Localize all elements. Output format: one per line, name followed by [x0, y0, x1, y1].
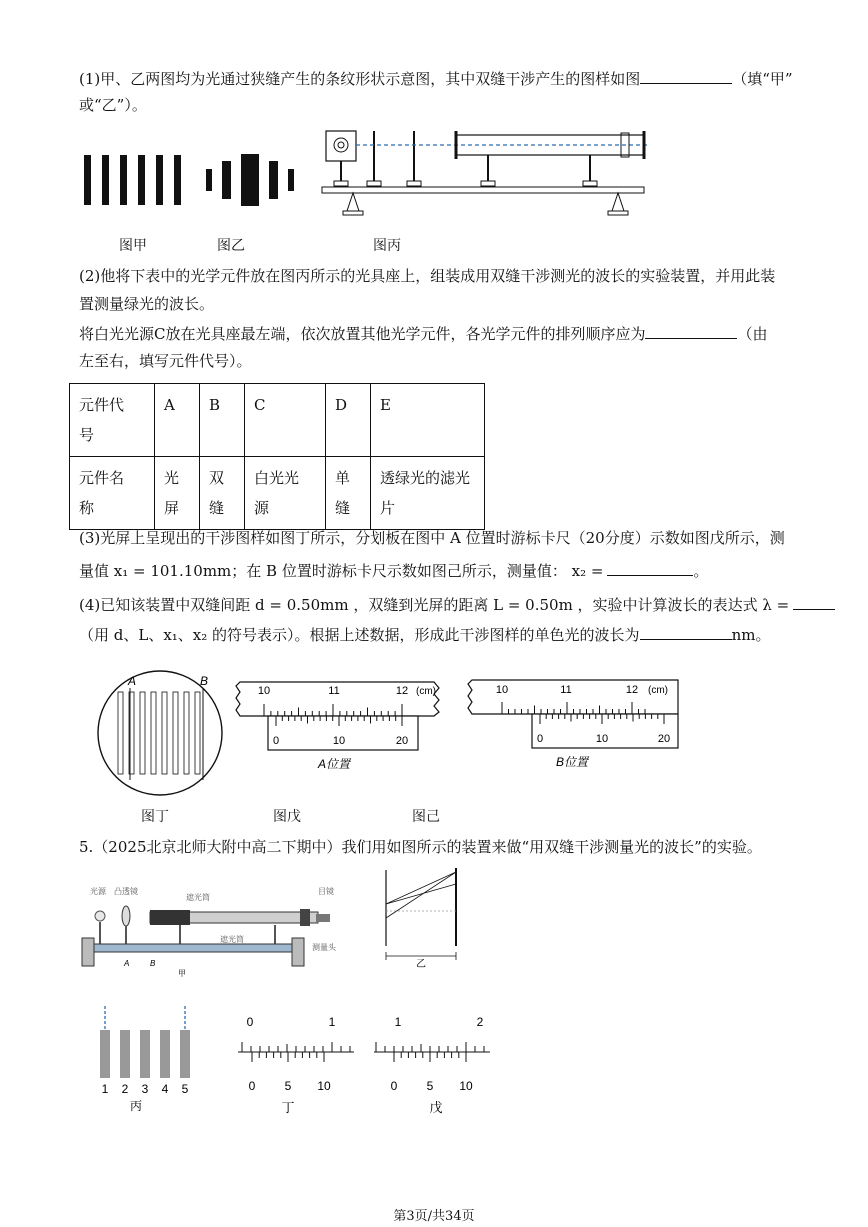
- tick-label: 0: [246, 1015, 254, 1029]
- q3-line2-text: 量值 x₁ = 101.10mm；在 B 位置时游标卡尺示数如图己所示，测量值： x₂ =: [79, 562, 604, 580]
- answer-blank-3[interactable]: [607, 559, 693, 576]
- caption-yi: 图乙: [217, 238, 245, 254]
- position-b-label: B位置: [555, 755, 589, 769]
- table-cell: 光 屏: [155, 457, 200, 530]
- q4-line1: [79, 593, 798, 616]
- caliper-a: [234, 676, 446, 776]
- q1-text: (1)甲、乙两图均为光通过狭缝产生的条纹形状示意图，其中双缝干涉产生的图样如图: [79, 70, 641, 88]
- label-jia: 甲: [178, 969, 186, 978]
- answer-blank-4[interactable]: [793, 593, 835, 610]
- caption-bing: 图丙: [373, 238, 401, 254]
- caption-bing5: 丙: [129, 1099, 143, 1113]
- tick-label: 10: [332, 735, 346, 747]
- fig-jia-double-slit-fringes: [80, 150, 190, 210]
- table-cell: C: [245, 384, 326, 457]
- caption-ji: 图己: [412, 809, 440, 825]
- stripe-number: 2: [121, 1082, 129, 1096]
- table-cell: D: [326, 384, 371, 457]
- label-lens: 凸透镜: [114, 887, 138, 896]
- tick-label: 10: [257, 685, 271, 697]
- caliper-b: [466, 676, 686, 776]
- fig5-geometry-diagram: [372, 864, 472, 968]
- fig-bing-optical-bench: [318, 125, 653, 220]
- page-footer: 第3页/共34页: [393, 1209, 475, 1224]
- stripe-number: 3: [141, 1082, 149, 1096]
- label-tube: 遮光筒: [186, 893, 210, 902]
- table-cell: 元件代 号: [70, 384, 155, 457]
- label-measuring-head: 测量头: [312, 943, 336, 952]
- stripe-number: 1: [101, 1082, 109, 1096]
- label-eyepiece: 目镜: [318, 887, 334, 896]
- fig-ding-fringe-view: [90, 668, 230, 798]
- stripe-number: 4: [161, 1082, 169, 1096]
- table-cell: 双 缝: [200, 457, 245, 530]
- tick-label: 20: [657, 733, 671, 745]
- tick-label: 10: [595, 733, 609, 745]
- unit-label: (cm): [648, 685, 668, 696]
- position-a-label: A位置: [317, 757, 351, 771]
- stripe-number: 5: [181, 1082, 189, 1096]
- table-cell: 单 缝: [326, 457, 371, 530]
- table-cell: 透绿光的滤光 片: [371, 457, 485, 530]
- label-B: B: [150, 959, 156, 968]
- fig5-scale-ding: [232, 1014, 360, 1118]
- q1-line1: [79, 67, 798, 90]
- q1-line2: 或“乙”）。: [79, 96, 147, 114]
- table-cell: B: [200, 384, 245, 457]
- tick-label: 1: [394, 1015, 402, 1029]
- label-tube-inner: 遮光筒: [220, 935, 244, 944]
- answer-blank-5[interactable]: [640, 623, 732, 640]
- tick-label: 11: [560, 684, 572, 696]
- q2-line1: (2)他将下表中的光学元件放在图丙所示的光具座上，组装成用双缝干涉测光的波长的实验装置，并用此装: [79, 267, 776, 285]
- label-yi: 乙: [416, 959, 426, 968]
- q3-line2: [79, 559, 798, 582]
- label-b: B: [200, 674, 209, 688]
- q3-line1: (3)光屏上呈现出的干涉图样如图丁所示，分划板在图中 A 位置时游标卡尺（20分度）示数如图戊所示，测: [79, 529, 785, 547]
- tick-label: 20: [395, 735, 409, 747]
- answer-blank-2[interactable]: [645, 322, 737, 339]
- tick-label: 10: [495, 684, 509, 696]
- table-cell: 元件名 称: [70, 457, 155, 530]
- fig5-apparatus: [80, 876, 350, 980]
- label-light-source: 光源: [90, 887, 106, 896]
- q2-line3: [79, 322, 798, 345]
- label-a: A: [128, 674, 137, 688]
- caption-ding5: 丁: [281, 1100, 295, 1115]
- q2-line4: 左至右，填写元件代号）。: [79, 352, 252, 370]
- tick-label: 1: [328, 1015, 336, 1029]
- q4-line2: [79, 623, 798, 646]
- q2-line3-text: 将白光光源C放在光具座最左端，依次放置其他光学元件，各光学元件的排列顺序应为: [79, 325, 646, 343]
- table-cell: E: [371, 384, 485, 457]
- caption-wu5: 戊: [429, 1100, 443, 1115]
- q4-line2-text: （用 d、L、x₁、x₂ 的符号表示）。根据上述数据，形成此干涉图样的单色光的波长为: [79, 626, 640, 644]
- tick-label: 0: [248, 1079, 256, 1093]
- answer-blank-1[interactable]: [640, 67, 732, 84]
- caption-ding: 图丁: [141, 809, 169, 825]
- tick-label: 0: [536, 733, 544, 745]
- table-cell: 白光光 源: [245, 457, 326, 530]
- tick-label: 11: [328, 685, 340, 697]
- unit-label: (cm): [416, 686, 436, 697]
- tick-label: 12: [625, 684, 639, 696]
- q1-after: （填“甲”: [732, 70, 793, 88]
- q2-line3-after: （由: [737, 325, 768, 343]
- q3-line2-end: 。: [693, 562, 709, 580]
- tick-label: 0: [272, 735, 280, 747]
- fig5-scale-wu: [368, 1014, 496, 1118]
- q4-line1-text: (4)已知该装置中双缝间距 d = 0.50mm ，双缝到光屏的距离 L = 0.50m ，实验中计算波长的表达式 λ =: [79, 596, 790, 614]
- table-cell: A: [155, 384, 200, 457]
- fig-yi-single-slit-fringes: [200, 150, 300, 210]
- tick-label: 12: [395, 685, 409, 697]
- tick-label: 0: [390, 1079, 398, 1093]
- q2-line2: 置测量绿光的波长。: [79, 295, 215, 313]
- label-A: A: [124, 959, 130, 968]
- q5-text: 5.（2025北京北师大附中高二下期中）我们用如图所示的装置来做“用双缝干涉测量光的波长”的实验。: [79, 838, 762, 856]
- fig5-stripes: [92, 1004, 202, 1116]
- q4-line2-end: nm。: [731, 626, 771, 644]
- tick-label: 5: [426, 1079, 434, 1093]
- tick-label: 2: [476, 1015, 484, 1029]
- caption-wu: 图戊: [273, 809, 301, 825]
- components-table: [69, 383, 485, 530]
- caption-jia: 图甲: [119, 238, 147, 254]
- tick-label: 10: [459, 1079, 473, 1093]
- tick-label: 5: [284, 1079, 292, 1093]
- tick-label: 10: [317, 1079, 331, 1093]
